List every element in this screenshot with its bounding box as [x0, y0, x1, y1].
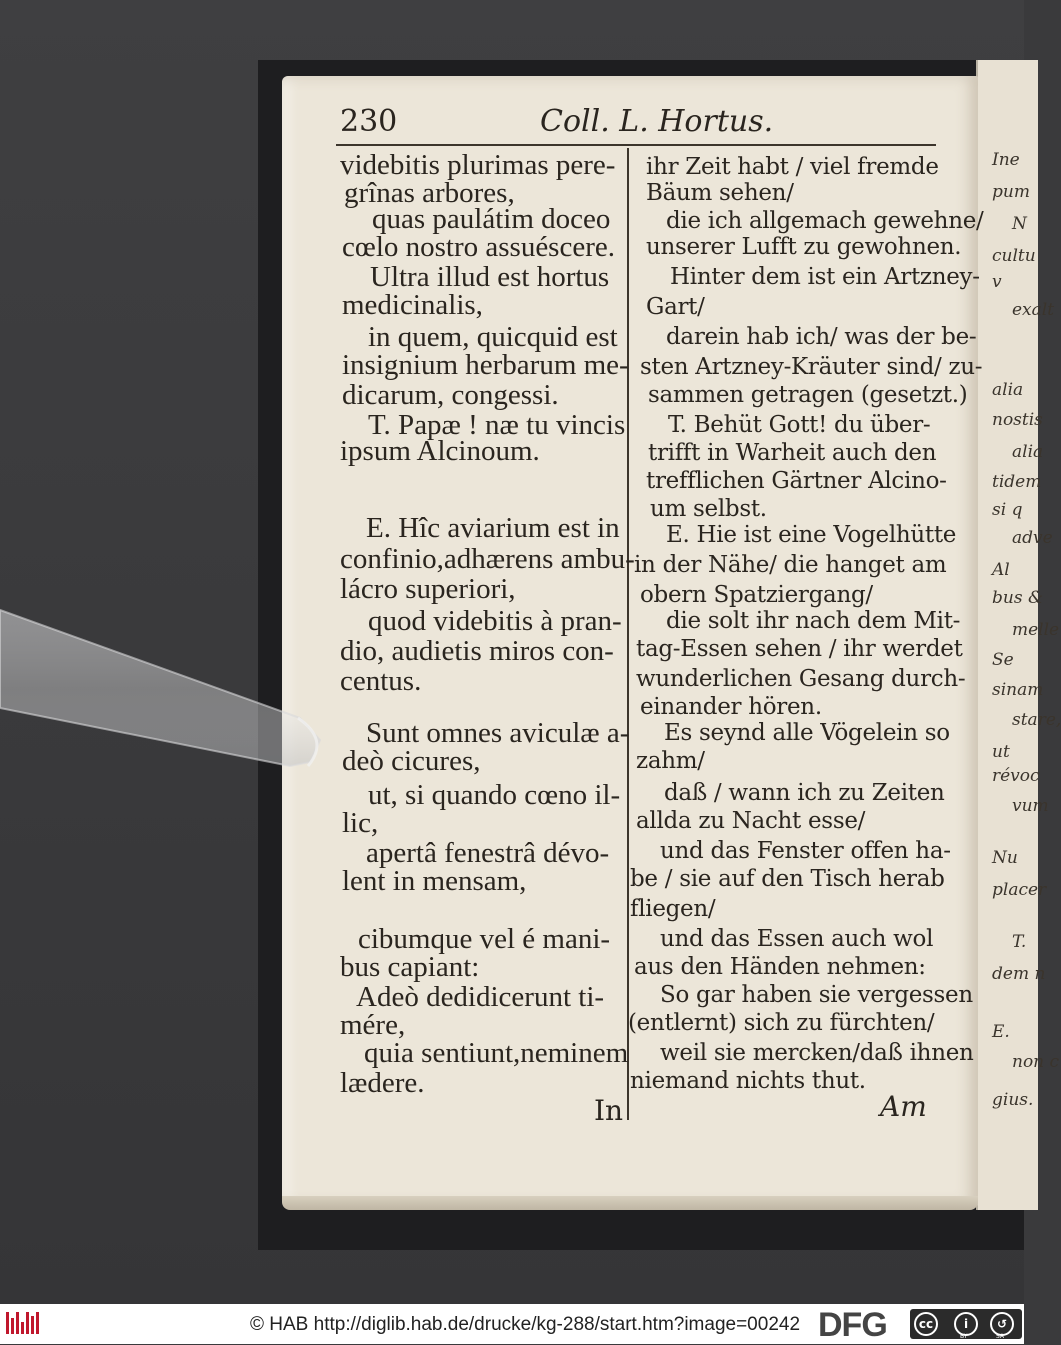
hab-logo-icon [6, 1312, 42, 1336]
german-line: sten Artzney-Kräuter sind/ zu- [640, 354, 983, 380]
facing-page-fragment: exalt [1012, 300, 1055, 320]
german-line: trifft in Warheit auch den [648, 440, 937, 466]
facing-page-fragment: melle [1012, 620, 1060, 640]
facing-page-fragment: Al [992, 560, 1010, 580]
catchword-german: Am [880, 1090, 927, 1123]
latin-line: cœlo nostro assuéscere. [342, 231, 615, 263]
facing-page-fragment: révoc [992, 766, 1040, 786]
latin-line: videbitis plurimas pere- [340, 149, 616, 181]
glass-page-weight [0, 590, 340, 790]
german-line: allda zu Nacht esse/ [636, 808, 866, 834]
facing-page-fragment: alia [1012, 442, 1044, 462]
facing-page-fragment: N [1012, 214, 1027, 234]
facing-page-fragment: ut [992, 742, 1010, 762]
german-line: Bäum sehen/ [646, 180, 794, 206]
german-line: T. Behüt Gott! du über- [668, 412, 931, 438]
latin-line: lædere. [340, 1067, 425, 1099]
latin-line: lic, [342, 807, 379, 839]
copyright-credit: © HAB http://diglib.hab.de/drucke/kg-288/start.htm?image=00242 [250, 1314, 801, 1335]
latin-line: Adeò dedidicerunt ti- [356, 981, 605, 1013]
german-line: um selbst. [650, 496, 767, 522]
latin-line: medicinalis, [342, 289, 483, 321]
latin-line: mére, [340, 1009, 406, 1041]
facing-page-fragment: E. [992, 1022, 1010, 1042]
german-line: weil sie mercken/daß ihnen [660, 1040, 974, 1066]
facing-page-fragment: dem n [992, 964, 1046, 984]
latin-line: Sunt omnes aviculæ a- [366, 717, 630, 749]
header-rule [336, 144, 936, 146]
german-line: unserer Lufft zu gewohnen. [646, 234, 962, 260]
facing-page-fragment: sinam [992, 680, 1044, 700]
german-line: und das Fenster offen ha- [660, 838, 951, 864]
german-line: tag-Essen sehen / ihr werdet [636, 636, 963, 662]
facing-page-fragment: placer [992, 880, 1047, 900]
german-line: zahm/ [636, 748, 705, 774]
german-line: daß / wann ich zu Zeiten [664, 780, 945, 806]
german-line: be / sie auf den Tisch herab [630, 866, 945, 892]
latin-line: ipsum Alcinoum. [340, 435, 540, 467]
facing-page-fragment: vum [1012, 796, 1049, 816]
facing-page-fragment: pum [992, 182, 1030, 202]
latin-line: quia sentiunt,neminem [364, 1037, 629, 1069]
latin-line: grînas arbores, [344, 177, 515, 209]
sa-label: SA [996, 1333, 1005, 1340]
latin-line: in quem, quicquid est [368, 321, 618, 353]
latin-line: Ultra illud est hortus [370, 261, 610, 293]
cc-icon: cc [914, 1312, 938, 1336]
german-line: darein hab ich/ was der be- [666, 324, 977, 350]
page-number: 230 [340, 104, 398, 139]
german-line: die ich allgemach gewehne/ [666, 208, 984, 234]
page-header [340, 100, 940, 144]
facing-page-fragment: bus & [992, 588, 1044, 608]
page-block-edge [282, 1196, 978, 1210]
german-line: in der Nähe/ die hanget am [634, 552, 947, 578]
german-line: E. Hie ist eine Vogelhütte [666, 522, 957, 548]
facing-page-fragment: nostis [992, 410, 1043, 430]
catchword-latin: In [594, 1094, 624, 1127]
latin-line: apertâ fenestrâ dévo- [366, 837, 610, 869]
german-line: obern Spatziergang/ [640, 582, 873, 608]
german-line: fliegen/ [630, 896, 716, 922]
german-line: (entlernt) sich zu fürchten/ [628, 1010, 935, 1036]
facing-page-fragment: cultu [992, 246, 1036, 266]
german-line: und das Essen auch wol [660, 926, 934, 952]
latin-line: insignium herbarum me- [342, 349, 629, 381]
footer-bar [0, 1304, 1024, 1344]
by-label: BY [960, 1333, 968, 1340]
german-line: ihr Zeit habt / viel fremde [646, 154, 939, 180]
facing-page-fragment: tidem [992, 472, 1042, 492]
latin-line: confinio,adhærens ambu- [340, 543, 635, 575]
facing-page-fragment: v [992, 272, 1002, 292]
german-line: wunderlichen Gesang durch- [636, 666, 966, 692]
german-line: einander hören. [640, 694, 822, 720]
german-line: Es seynd alle Vögelein so [664, 720, 950, 746]
german-line: sammen getragen (gesetzt.) [648, 382, 968, 408]
facing-page-fragment: non c [1012, 1052, 1060, 1072]
german-line: Hinter dem ist ein Artzney- [670, 264, 980, 290]
latin-line: centus. [340, 665, 422, 697]
facing-page-fragment: Ine [992, 150, 1020, 170]
german-line: So gar haben sie vergessen [660, 982, 973, 1008]
facing-page-edge [976, 60, 1061, 1210]
latin-line: bus capiant: [340, 951, 480, 983]
german-line: aus den Händen nehmen: [634, 954, 926, 980]
latin-line: dicarum, congessi. [342, 379, 559, 411]
column-divider [627, 148, 629, 1120]
latin-line: cibumque vel é mani- [358, 923, 611, 955]
cc-license-badge [910, 1309, 1022, 1339]
latin-line: ut, si quando cœno il- [368, 779, 621, 811]
facing-page-fragment: gius. [992, 1090, 1034, 1110]
german-line: trefflichen Gärtner Alcino- [646, 468, 947, 494]
latin-line: quas paulátim doceo [372, 203, 611, 235]
facing-page-fragment: Se [992, 650, 1014, 670]
facing-page-fragment: stare, [1012, 710, 1061, 730]
latin-line: lent in mensam, [342, 865, 527, 897]
latin-line: dio, audietis miros con- [340, 635, 614, 667]
latin-line: quod videbitis à pran- [368, 605, 622, 637]
dfg-logo: DFG [818, 1306, 887, 1344]
facing-page-fragment: Nu [992, 848, 1018, 868]
german-line: Gart/ [646, 294, 705, 320]
facing-page-fragment: T. [1012, 932, 1027, 952]
facing-page-fragment: si q [992, 500, 1023, 520]
german-line: niemand nichts thut. [630, 1068, 866, 1094]
german-line: die solt ihr nach dem Mit- [666, 608, 961, 634]
latin-line: E. Hîc aviarium est in [366, 512, 620, 544]
facing-page-fragment: alia [992, 380, 1024, 400]
latin-line: T. Papæ ! næ tu vincis [368, 409, 626, 441]
latin-line: lácro superiori, [340, 573, 516, 605]
running-title: Coll. L. Hortus. [540, 104, 774, 139]
facing-page-fragment: adve [1012, 528, 1053, 548]
by-icon: i [954, 1312, 978, 1336]
latin-line: deò cicures, [342, 745, 481, 777]
sa-icon: ↺ [990, 1312, 1014, 1336]
